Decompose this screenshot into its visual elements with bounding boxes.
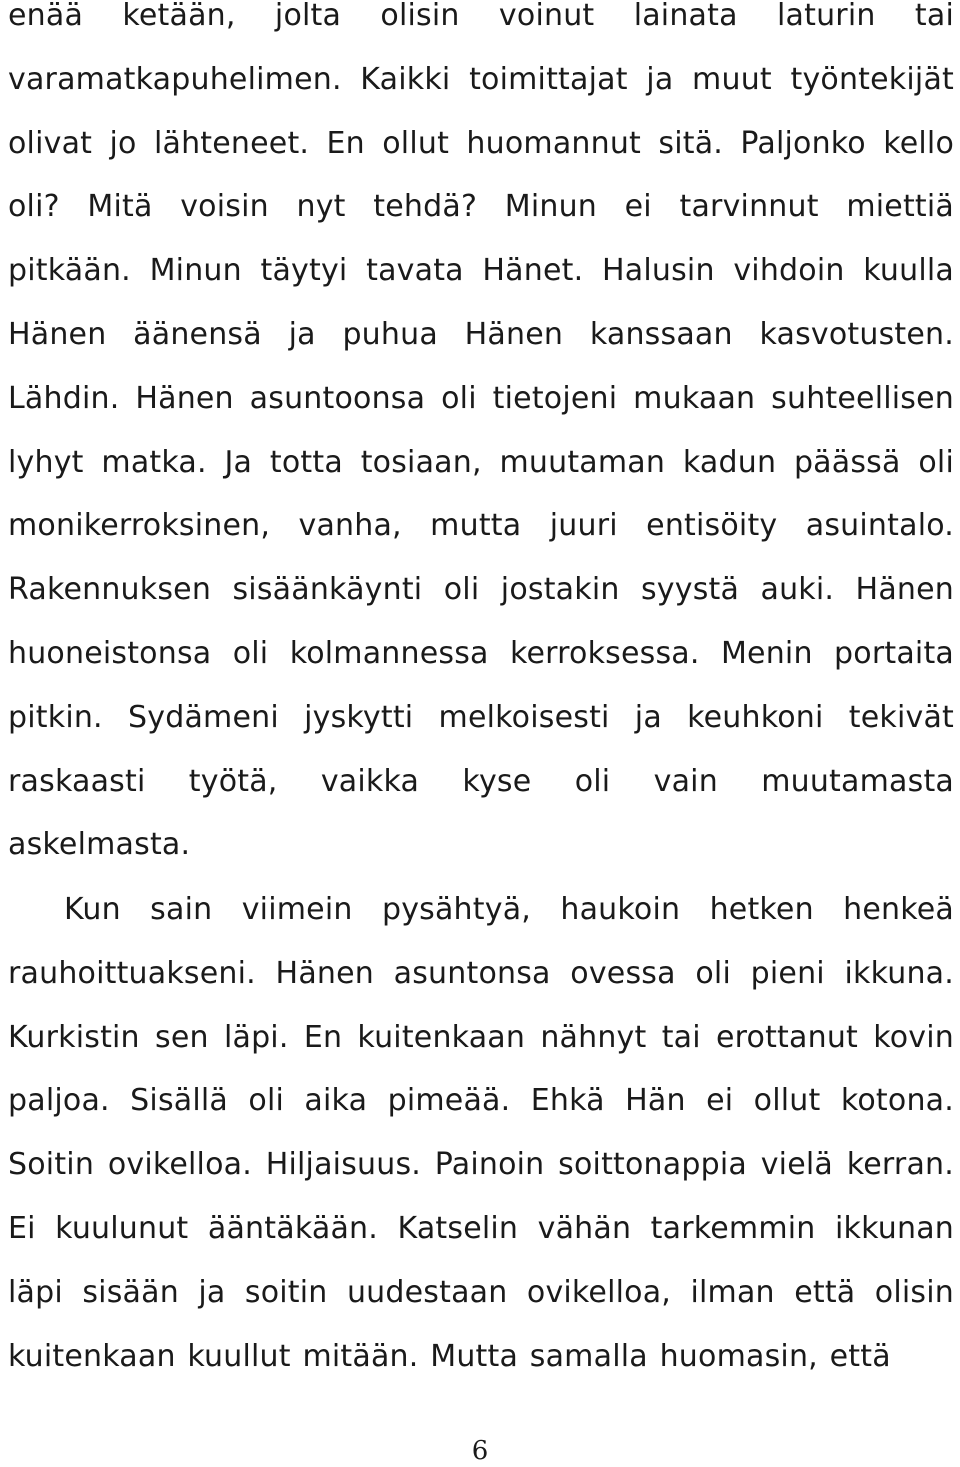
paragraph-1: enää ketään, jolta olisin voinut lainata laturin tai varamatkapuhelimen. Kaikki toimittajat ja muut työntekijät olivat jo lähteneet. En ollut huomannut sitä. Paljonko kello oli? Mitä voisin nyt tehdä? Minun ei tarvinnut miettiä pitkään. Minun täytyi tavata Hänet. Halusin vihdoin kuulla Hänen äänensä ja puhua Hänen kanssaan kasvotusten. Lähdin. Hänen asuntoonsa oli tietojeni mukaan suhteellisen lyhyt matka. Ja totta tosiaan, muutaman kadun päässä oli monikerroksinen, vanha, mutta juuri entisöity asuintalo. Rakennuksen sisäänkäynti oli jostakin syystä auki. Hänen huoneistonsa oli kolmannessa kerroksessa. Menin portaita pitkin. Sydämeni jyskytti melkoisesti ja keuhkoni tekivät raskaasti työtä, vaikka kyse oli vain muutamasta askelmasta. bbox=[8, 0, 954, 863]
paragraph-2: Kun sain viimein pysähtyä, haukoin hetken henkeä rauhoittuakseni. Hänen asuntonsa ovessa oli pieni ikkuna. Kurkistin sen läpi. En kuitenkaan nähnyt tai erottanut kovin paljoa. Sisällä oli aika pimeää. Ehkä Hän ei ollut kotona. Soitin ovikelloa. Hiljaisuus. Painoin soittonappia vielä kerran. Ei kuulunut ääntäkään. Katselin vähän tarkemmin ikkunan läpi sisään ja soitin uudestaan ovikelloa, ilman että olisin kuitenkaan kuullut mitään. Mutta samalla huomasin, että bbox=[8, 892, 954, 1374]
page-number: 6 bbox=[471, 1436, 489, 1466]
